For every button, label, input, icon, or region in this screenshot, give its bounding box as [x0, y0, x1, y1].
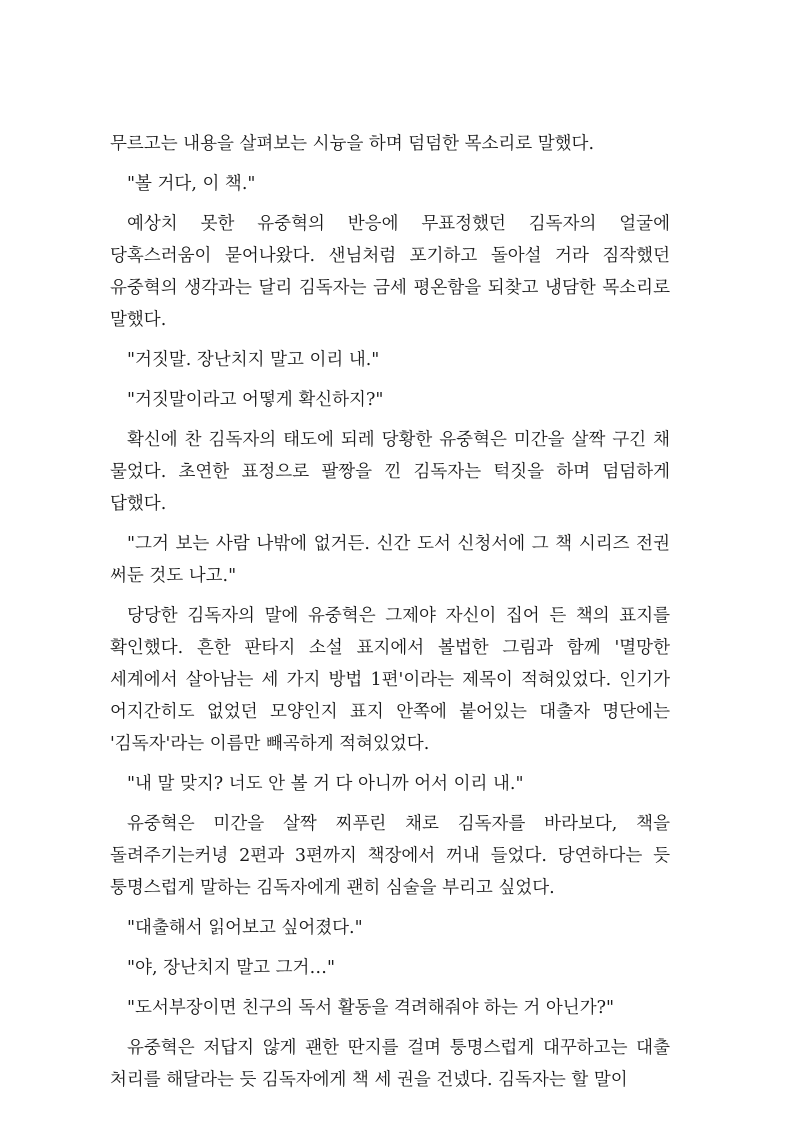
- dialogue-line: "야, 장난치지 말고 그거…": [127, 958, 335, 978]
- dialogue-line: "그거 보는 사람 나밖에 없거든. 신간 도서 신청서에 그 책 시리즈 전권 써둔 것도 나고.": [110, 534, 670, 586]
- paragraph: 예상치 못한 유중혁의 반응에 무표정했던 김독자의 얼굴에 당혹스러움이 묻어나왔다. 샌님처럼 포기하고 돌아설 거라 짐작했던 유중혁의 생각과는 달리 김독자는 금세 평온함을 되찾고 냉담한 목소리로 말했다.: [110, 214, 670, 330]
- dialogue-line: "거짓말. 장난치지 말고 이리 내.": [127, 350, 380, 370]
- dialogue-line: "대출해서 읽어보고 싶어졌다.": [127, 918, 363, 938]
- dialogue-line: "내 말 맞지? 너도 안 볼 거 다 아니까 어서 이리 내.": [127, 774, 524, 794]
- paragraph: 확신에 찬 김독자의 태도에 되레 당황한 유중혁은 미간을 살짝 구긴 채 물었다. 초연한 표정으로 팔짱을 낀 김독자는 턱짓을 하며 덤덤하게 답했다.: [110, 430, 670, 514]
- dialogue-line: "도서부장이면 친구의 독서 활동을 격려해줘야 하는 거 아닌가?": [127, 998, 615, 1018]
- paragraph: 당당한 김독자의 말에 유중혁은 그제야 자신이 집어 든 책의 표지를 확인했다. 흔한 판타지 소설 표지에서 볼법한 그림과 함께 '멸망한 세계에서 살아남는 세 가지 방법 1편'이라는 제목이 적혀있었다. 인기가 어지간히도 없었던 모양인지 표지 안쪽에 붙어있는 대출자 명단에는 '김독자'라는 이름만 빼곡하게 적혀있었다.: [110, 606, 670, 754]
- dialogue-line: "볼 거다, 이 책.": [127, 174, 256, 194]
- dialogue-line: "거짓말이라고 어떻게 확신하지?": [127, 390, 384, 410]
- paragraph: 유중혁은 미간을 살짝 찌푸린 채로 김독자를 바라보다, 책을 돌려주기는커녕 2편과 3편까지 책장에서 꺼내 들었다. 당연하다는 듯 퉁명스럽게 말하는 김독자에게 괜히 심술을 부리고 싶었다.: [110, 814, 670, 898]
- document-page: [110, 128, 670, 1104]
- paragraph: 유중혁은 저답지 않게 괜한 딴지를 걸며 퉁명스럽게 대꾸하고는 대출 처리를 해달라는 듯 김독자에게 책 세 권을 건넸다. 김독자는 할 말이: [110, 1038, 670, 1090]
- paragraph: 무르고는 내용을 살펴보는 시늉을 하며 덤덤한 목소리로 말했다.: [110, 134, 595, 154]
